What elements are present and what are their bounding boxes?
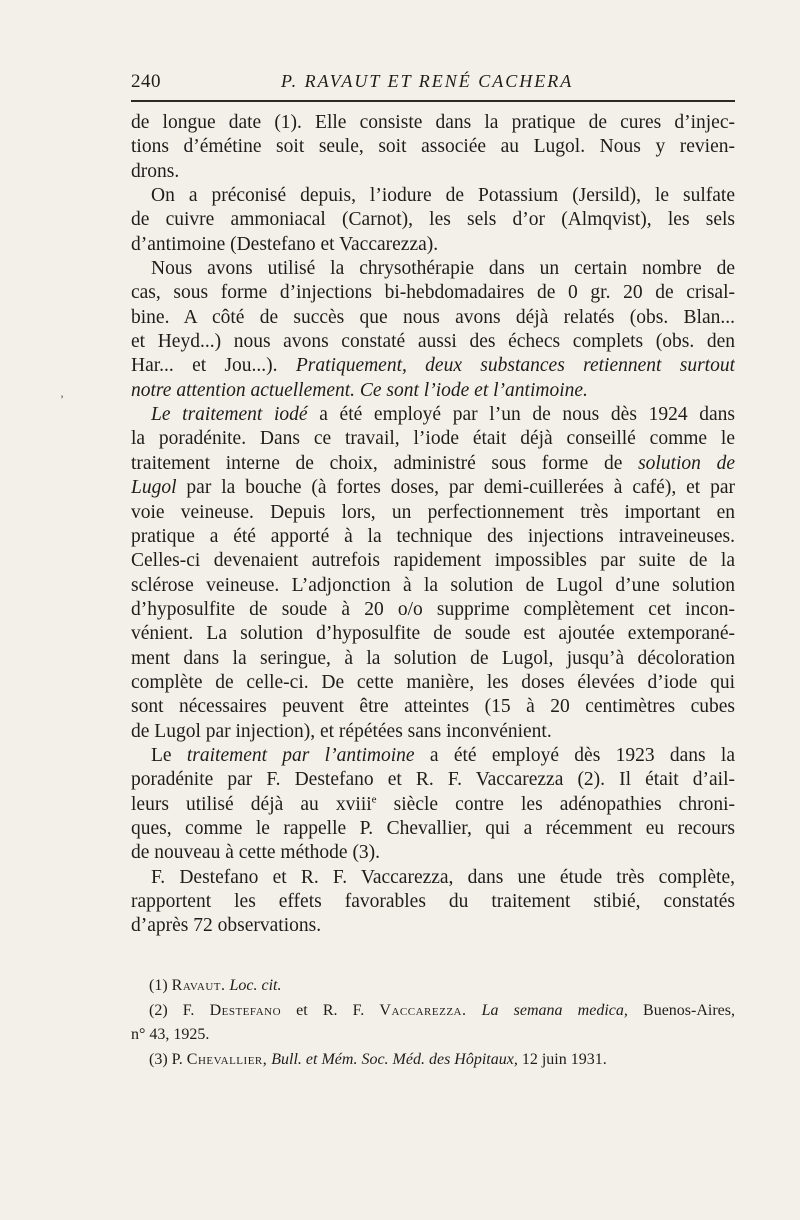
text-line: cas, sous forme d’injections bi-hebdomadaires de 0 gr. 20 de crisal- [131,282,735,304]
footnotes [131,974,735,1072]
text-line: tions d’émétine soit seule, soit associée au Lugol. Nous y revien- [131,136,735,158]
text-line: de longue date (1). Elle consiste dans la pratique de cures d’injec- [131,112,735,133]
header-rule [131,100,735,102]
text-line: d’hyposulfite de soude à 20 o/o supprime complètement cet incon- [131,598,735,620]
text-line: Celles-ci devenaient autrefois rapidement impossibles par suite de la [131,550,735,572]
body-text [131,111,735,939]
text-line: Le traitement par l’antimoine a été employé dès 1923 dans la [151,744,735,766]
text-line: et Heyd...) nous avons constaté aussi des échecs complets (obs. den [131,331,735,353]
text-line: Lugol par la bouche (à fortes doses, par demi-cuillerées à café), et par [131,477,735,499]
text-line: drons. [131,160,180,182]
text-line: sont nécessaires peuvent être atteintes (15 à 20 centimètres cubes [131,696,735,718]
text-line: d’après 72 observations. [131,915,322,937]
page-number: 240 [131,71,161,92]
text-line: Le traitement iodé a été employé par l’un de nous dès 1924 dans [151,404,735,426]
running-title: P. RAVAUT ET RENÉ CACHERA [281,71,574,91]
text-line: Har... et Jou...). Pratiquement, deux substances retiennent surtout [131,355,735,377]
footnote-2-continued: n° 43, 1925. [131,1026,210,1043]
text-line: traitement interne de choix, administré sous forme de solution de [131,452,735,474]
text-line: d’antimoine (Destefano et Vaccarezza). [131,233,439,255]
footnote-2: (2) F. Destefano et R. F. Vaccarezza. La semana medica, Buenos-Aires, [149,1001,735,1019]
text-line: leurs utilisé déjà au xviii$^e$ siècle contre les adénopathies chroni- [131,793,735,815]
footnote-1: (1) Ravaut. Loc. cit. [149,977,282,994]
text-line: rapportent les effets favorables du traitement stibié, constatés [131,891,735,912]
text-line: de cuivre ammoniacal (Carnot), les sels d’or (Almqvist), les sels [131,209,735,231]
text-line: complète de celle-ci. De cette manière, les doses élevées d’iode qui [131,671,735,693]
text-line: Nous avons utilisé la chrysothérapie dans un certain nombre de [151,258,735,280]
text-line: voie veineuse. Depuis lors, un perfectionnement très important en [131,501,735,523]
text-line: poradénite par F. Destefano et R. F. Vaccarezza (2). Il était d’ail- [131,769,735,791]
text-line: ment dans la seringue, à la solution de Lugol, jusqu’à décoloration [131,647,735,669]
page-header [131,71,735,97]
text-line: ques, comme le rappelle P. Chevallier, qui a récemment eu recours [131,817,735,839]
footnote-3: (3) P. Chevallier, Bull. et Mém. Soc. Méd. des Hôpitaux, 12 juin 1931. [149,1050,607,1068]
text-line: pratique a été apporté à la technique des injections intraveineuses. [131,525,735,547]
text-line: de Lugol par injection), et répétées sans inconvénient. [131,720,552,742]
text-line: F. Destefano et R. F. Vaccarezza, dans une étude très complète, [151,866,735,888]
text-line: vénient. La solution d’hyposulfite de soude est ajoutée extemporané- [131,623,735,645]
text-line: la poradénite. Dans ce travail, l’iode était déjà conseillé comme le [131,428,735,450]
text-line: On a préconisé depuis, l’iodure de Potassium (Jersild), le sulfate [151,185,735,207]
text-line: de nouveau à cette méthode (3). [131,842,381,864]
text-line: notre attention actuellement. Ce sont l’iode et l’antimoine. [131,379,588,401]
text-line: bine. A côté de succès que nous avons déjà relatés (obs. Blan... [131,306,735,328]
text-line: sclérose veineuse. L’adjonction à la solution de Lugol d’une solution [131,574,735,596]
margin-mark: ’ [60,392,64,406]
